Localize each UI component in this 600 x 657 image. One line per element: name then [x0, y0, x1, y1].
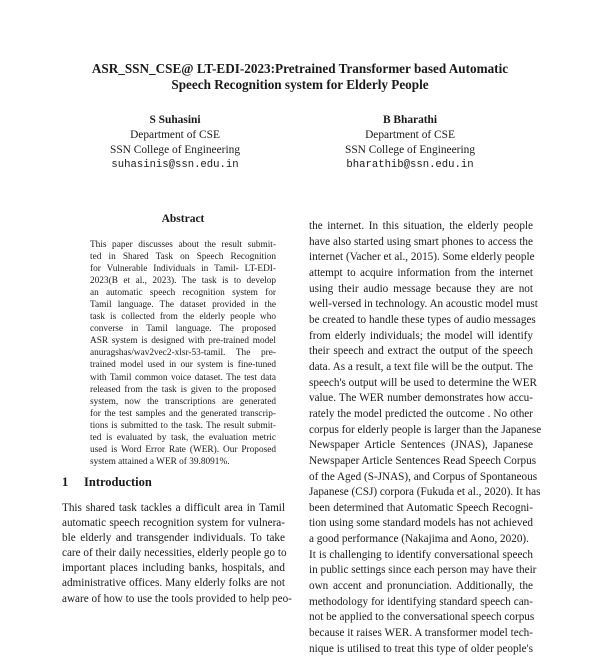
- text-line: methodology for identifying standard speech can-: [309, 595, 533, 608]
- text-line: corpus for elderly people is larger than the Japanese: [309, 423, 542, 436]
- text-line: ble elderly and transgender individuals. To take: [62, 532, 285, 545]
- text-line: This shared task tackles a difficult area in Tamil: [62, 502, 285, 514]
- text-line: Japanese (CSJ) corpora (Fukuda et al., 2020). It has: [309, 486, 541, 499]
- text-line: ted in Shared Task on Speech Recognition: [90, 252, 276, 263]
- text-line: tion using some standard models has not achieved: [309, 517, 534, 530]
- text-line: rately the model predicted the outcome . No other: [309, 407, 533, 420]
- text-line: data. As a result, a text file will be the output. The: [309, 360, 533, 373]
- text-line: aware of how to use the tools provided to help peo-: [62, 592, 292, 605]
- text-line: Tamil language. The dataset provided in the: [90, 300, 276, 311]
- text-line: not be applied to the conversational speech corpus: [309, 611, 535, 624]
- introduction-left-column: [62, 501, 292, 607]
- text-line: trained model used in our system is fine-tuned: [90, 360, 276, 371]
- author-name: B Bharathi: [382, 114, 438, 126]
- paper-title-line-2: Speech Recognition system for Elderly People: [171, 77, 429, 92]
- text-line: system, now the transcriptions are generated: [90, 396, 276, 407]
- author-department: Department of CSE: [130, 129, 220, 141]
- section-heading: [62, 475, 152, 490]
- paper-title-line-1: ASR_SSN_CSE@ LT-EDI-2023:Pretrained Transformer based Automatic: [91, 61, 509, 76]
- text-line: ASR system is designed with pre-trained model: [90, 336, 276, 347]
- author-block-1: [55, 113, 295, 173]
- text-line: tions is submitted to the task. The result submit-: [90, 420, 276, 431]
- abstract-body: [90, 239, 276, 468]
- text-line: of the Aged (S-JNAS), and Corpus of Spontaneous: [309, 470, 538, 483]
- text-line: task is collected from the elderly people who: [90, 312, 276, 323]
- text-line: for the test samples and the generated transcrip-: [90, 408, 276, 419]
- text-line: released from the task is given to the proposed: [90, 384, 276, 395]
- author-email: bharathib@ssn.edu.in: [346, 159, 474, 171]
- text-line: Newspaper Article Sentences (JNAS), Japanese: [309, 439, 533, 452]
- text-line: It is challenging to identify conversational speech: [309, 548, 533, 561]
- author-college: SSN College of Engineering: [109, 144, 241, 156]
- text-line: own accent and pronunciation. Additionally, the: [309, 580, 533, 593]
- text-line: nique is utilised to treat this type of older people's: [309, 642, 533, 655]
- text-line: used is Word Error Rate (WER). Our Proposed: [90, 444, 276, 455]
- text-line: administrative offices. Many elderly folks are not: [62, 577, 285, 590]
- text-line: in public settings since each person may have their: [309, 564, 537, 577]
- text-line: have also started using smart phones to access the: [309, 235, 533, 248]
- text-line: their speech and extract the output of the speech: [309, 345, 533, 358]
- author-email: suhasinis@ssn.edu.in: [111, 159, 239, 171]
- author-block-2: [290, 113, 530, 173]
- section-number: 1: [62, 475, 69, 489]
- author-department: Department of CSE: [365, 129, 455, 141]
- text-line: system attained a WER of 39.8091%.: [90, 456, 230, 467]
- text-line: for Vulnerable Individuals in Tamil- LT-EDI-: [90, 264, 276, 275]
- text-line: speech's output will be used to determine the WER: [309, 376, 537, 389]
- text-line: care of their daily necessities, elderly people go to: [62, 547, 287, 560]
- author-name: S Suhasini: [149, 114, 201, 126]
- text-line: be created to handle these types of audio messages: [309, 313, 536, 326]
- text-line: with Tamil common voice dataset. The test data: [90, 372, 276, 383]
- text-line: converse in Tamil language. The proposed: [90, 324, 276, 335]
- section-title: Introduction: [84, 475, 152, 489]
- text-line: because it raises WER. A transformer model tech-: [309, 627, 533, 640]
- text-line: anuragshas/wav2vec2-xlsr-53-tamil. The pre-: [90, 348, 276, 359]
- text-line: the internet. In this situation, the elderly people: [309, 220, 533, 232]
- text-line: a good performance (Nakajima and Aono, 2020).: [309, 533, 529, 546]
- text-line: 2023(B et al., 2023). The task is to develop: [90, 276, 276, 287]
- introduction-right-column: [309, 219, 542, 657]
- text-line: value. The WER number demonstrates how accu-: [309, 392, 533, 405]
- text-line: an automatic speech recognition system for: [90, 288, 276, 299]
- text-line: from elderly individuals; the model will identify: [309, 329, 533, 342]
- text-line: This paper discusses about the result submit-: [90, 240, 276, 250]
- author-college: SSN College of Engineering: [344, 144, 476, 156]
- text-line: well-versed in technology. An acoustic model must: [309, 298, 538, 311]
- text-line: internet (Vacher et al., 2015). Some elderly people: [309, 251, 535, 264]
- text-line: automatic speech recognition system for vulnera-: [62, 517, 285, 530]
- text-line: attempt to acquire information from the internet: [309, 266, 533, 279]
- text-line: Newspaper Article Sentences Read Speech Corpus: [309, 454, 537, 467]
- text-line: using their audio message because they are not: [309, 282, 533, 295]
- text-line: ted is evaluated by task, the evaluation metric: [90, 432, 276, 443]
- abstract-heading: Abstract: [161, 213, 205, 225]
- text-line: been determined that Automatic Speech Recogni-: [309, 501, 533, 514]
- text-line: important places including banks, hospitals, and: [62, 562, 285, 575]
